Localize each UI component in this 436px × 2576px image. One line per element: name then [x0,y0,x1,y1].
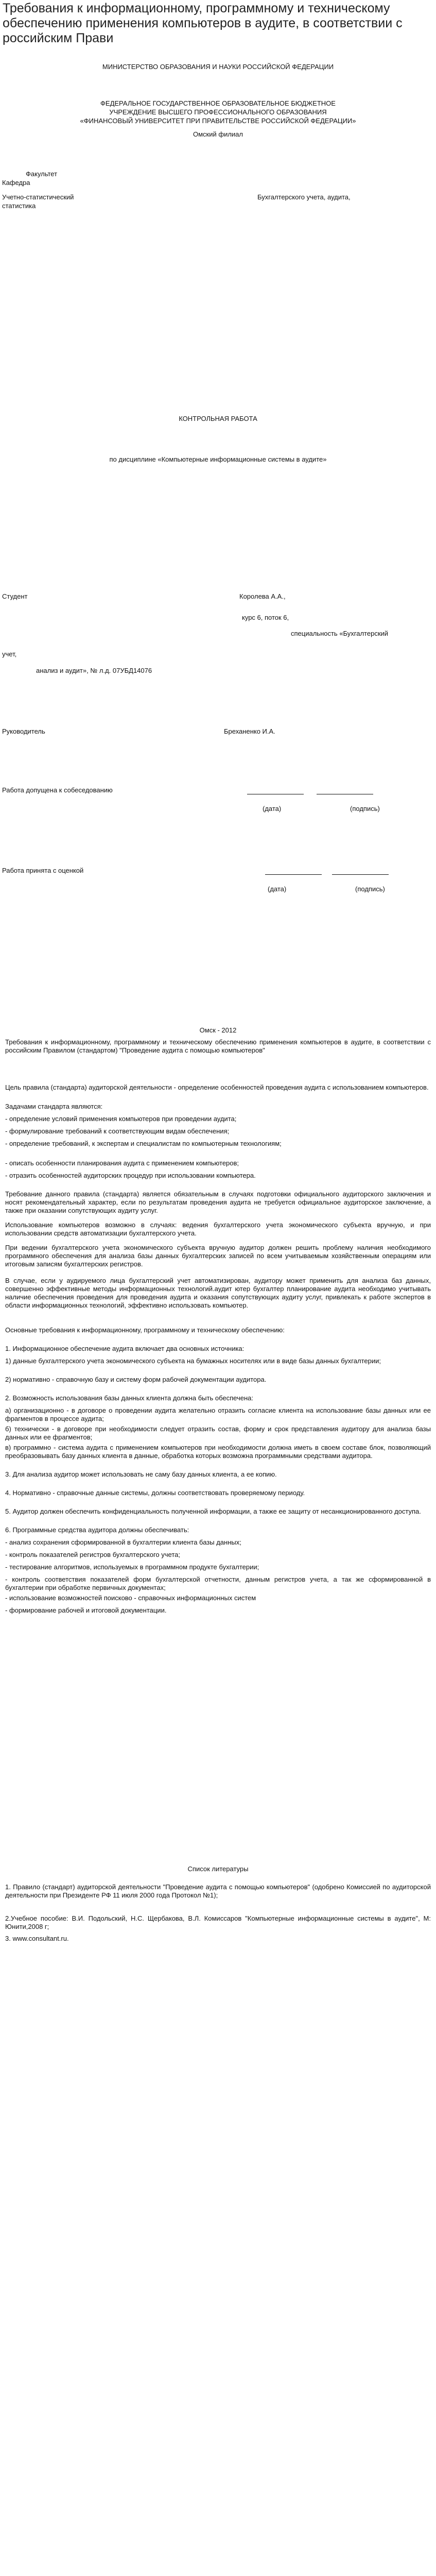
department-left-line-2: статистика [2,202,36,210]
software-item-4: - контроль соответствия показателей форм бухгалтерской отчетности, данным регистров учета, а так же сформированной в бухгалтерии при обработке первичных документах; [5,1575,431,1591]
student-label: Студент [2,592,28,600]
software-item-3: - тестирование алгоритмов, используемых в программном продукте бухгалтерии; [5,1563,259,1571]
software-item-6: - формирование рабочей и итоговой документации. [5,1606,167,1614]
work-type: КОНТРОЛЬНАЯ РАБОТА [179,415,257,422]
accepted-signature-hint: (подпись) [355,885,385,893]
task-item-2: - формулирование требований к соответствующим видам обеспечения; [5,1127,230,1135]
paragraph-manual: При ведении бухгалтерского учета экономического субъекта вручную аудитор должен решить проблему наличия необходимого программного обеспечения для анализа базы данных бухгалтерских записей по всем учитываемым хозяйственным операциям или итоговым записям бухгалтерских регистров. [5,1244,431,1268]
paragraph-tasks: Задачами стандарта являются: [5,1103,103,1110]
faculty-label: Факультет [26,170,58,178]
student-specialty: специальность «Бухгалтерский [291,630,389,637]
accepted-date-hint: (дата) [268,885,287,893]
item-database-access: 2. Возможность использования базы данных клиента должна быть обеспечена: [5,1394,253,1402]
department-label: Кафедра [2,179,30,187]
task-item-1: - определение условий применения компьютеров при проведении аудита; [5,1115,237,1123]
item-confidentiality: 5. Аудитор должен обеспечить конфиденциальность полученной информации, а также ее защиту от несанкционированного доступа. [5,1507,421,1515]
accepted-signature-line [332,874,389,875]
student-specialty-cont-2: анализ и аудит», № л.д. 07УБД14076 [36,667,152,674]
paragraph-requirements: Основные требования к информационному, программному и техническому обеспечению: [5,1326,285,1334]
task-item-5: - отразить особенностей аудиторских процедур при использовании компьютера. [5,1172,256,1179]
item-info-source-1: 1) данные бухгалтерского учета экономического субъекта на бумажных носителях или в виде базы данных бухгалтерии; [5,1357,381,1365]
supervisor-name: Бреханенко И.А. [224,727,275,735]
department-left-line-1: Учетно-статистический [2,193,74,201]
ministry-line: МИНИСТЕРСТВО ОБРАЗОВАНИЯ И НАУКИ РОССИЙСКОЙ ФЕДЕРАЦИИ [102,63,334,71]
item-technical: б) технически - в договоре при необходимости следует отразить состав, форму и срок представления аудитору для анализа базы данных или ее фрагментов; [5,1425,431,1441]
institution-line-2: УЧРЕЖДЕНИЕ ВЫСШЕГО ПРОФЕССИОНАЛЬНОГО ОБРАЗОВАНИЯ [109,108,327,116]
software-item-2: - контроль показателей регистров бухгалтерского учета; [5,1551,180,1558]
reference-item-1: 1. Правило (стандарт) аудиторской деятельности "Проведение аудита с помощью компьютеров" (одобрено Комиссией по аудиторской деятельности при Президенте РФ 11 июля 2000 года Протокол №1); [5,1883,431,1899]
accepted-label: Работа принята с оценкой [2,867,84,874]
paragraph-automated: В случае, если у аудируемого лица бухгалтерский учет автоматизирован, аудитору может применить для анализа баз данных, совершенно эффективные методы информационных технологий.аудит ютер бухгалтер планирование аудита необходимо учитывать наличие обеспечения проведения для проведения аудита и оказания сопутствующих аудиту услуг, привлекать к работе экспертов в области информационных технологий, эффективно использовать компьютер. [5,1277,431,1309]
paragraph-usage: Использование компьютеров возможно в случаях: ведения бухгалтерского учета экономического субъекта вручную, и при использовании средств автоматизации бухгалтерского учета. [5,1221,431,1237]
accepted-date-line [265,874,322,875]
institution-line-1: ФЕДЕРАЛЬНОЕ ГОСУДАРСТВЕННОЕ ОБРАЗОВАТЕЛЬНОЕ БЮДЖЕТНОЕ [100,99,336,107]
item-reference-data: 4. Нормативно - справочные данные системы, должны соответствовать проверяемому периоду. [5,1489,305,1497]
item-info-source-2: 2) нормативно - справочную базу и систему форм рабочей документации аудитора. [5,1376,267,1383]
software-item-1: - анализ сохранения сформированной в бухгалтерии клиента базы данных; [5,1538,241,1546]
department-right: Бухгалтерского учета, аудита, [257,193,351,201]
city-year: Омск - 2012 [199,1026,237,1034]
item-organizational: а) организационно - в договоре о проведении аудита желательно отразить согласие клиента на использование базы данных или ее фрагментов в процессе аудита; [5,1406,431,1422]
institution-line-3: «ФИНАНСОВЫЙ УНИВЕРСИТЕТ ПРИ ПРАВИТЕЛЬСТВЕ РОССИЙСКОЙ ФЕДЕРАЦИИ» [80,117,356,125]
student-name: Королева А.А., [239,592,286,600]
task-item-4: - описать особенности планирования аудита с применением компьютеров; [5,1159,239,1167]
document-title: Требования к информационному, программному и техническому обеспечению применения компьютеров в аудите, в соответствии с российским Прави [3,1,403,45]
software-item-5: - использование возможностей поисково - справочных информационных систем [5,1594,256,1602]
item-software: в) программно - система аудита с применением компьютеров при необходимости должна иметь в своем составе блок, позволяющий преобразовывать базу данных клиента в данные, обработка которых возможна программными средствами аудитора. [5,1444,431,1460]
task-item-3: - определение требований, к экспертам и специалистам по компьютерным технологиям; [5,1140,282,1147]
admitted-date-hint: (дата) [263,805,282,812]
discipline: по дисциплине «Компьютерные информационные системы в аудите» [109,455,327,463]
intro-paragraph: Требования к информационному, программному и техническому обеспечению применения компьютеров в аудите, в соответствии с российским Правилом (стандартом) "Проведение аудита с помощью компьютеров" [5,1038,431,1054]
item-copy: 3. Для анализа аудитор может использовать не саму базу данных клиента, а ее копию. [5,1470,277,1478]
student-course: курс 6, поток 6, [242,614,289,621]
references-title: Список литературы [187,1865,249,1873]
admitted-signature-hint: (подпись) [350,805,380,812]
branch-name: Омский филиал [193,130,243,138]
paragraph-mandatory: Требование данного правила (стандарта) является обязательным в случаях подготовки официального аудиторского заключения и носят рекомендательный характер, если по результатам проведения аудита не требуется официальное аудиторское заключение, а также при оказании сопутствующих аудиту услуг. [5,1190,431,1214]
reference-item-2: 2.Учебное пособие: В.И. Подольский, Н.С. Щербакова, В.Л. Комиссаров "Компьютерные информационные системы в аудите", М: Юнити,2008 г; [5,1914,431,1930]
item-software-requirements: 6. Программные средства аудитора должны обеспечивать: [5,1526,189,1534]
admitted-label: Работа допущена к собеседованию [2,786,113,794]
reference-item-3: 3. www.consultant.ru. [5,1935,69,1942]
paragraph-goal: Цель правила (стандарта) аудиторской деятельности - определение особенностей проведения аудита с использованием компьютеров. [5,1083,429,1091]
student-specialty-cont-1: учет, [2,650,17,658]
supervisor-label: Руководитель [2,727,45,735]
item-info-support: 1. Информационное обеспечение аудита включает два основных источника: [5,1345,245,1352]
